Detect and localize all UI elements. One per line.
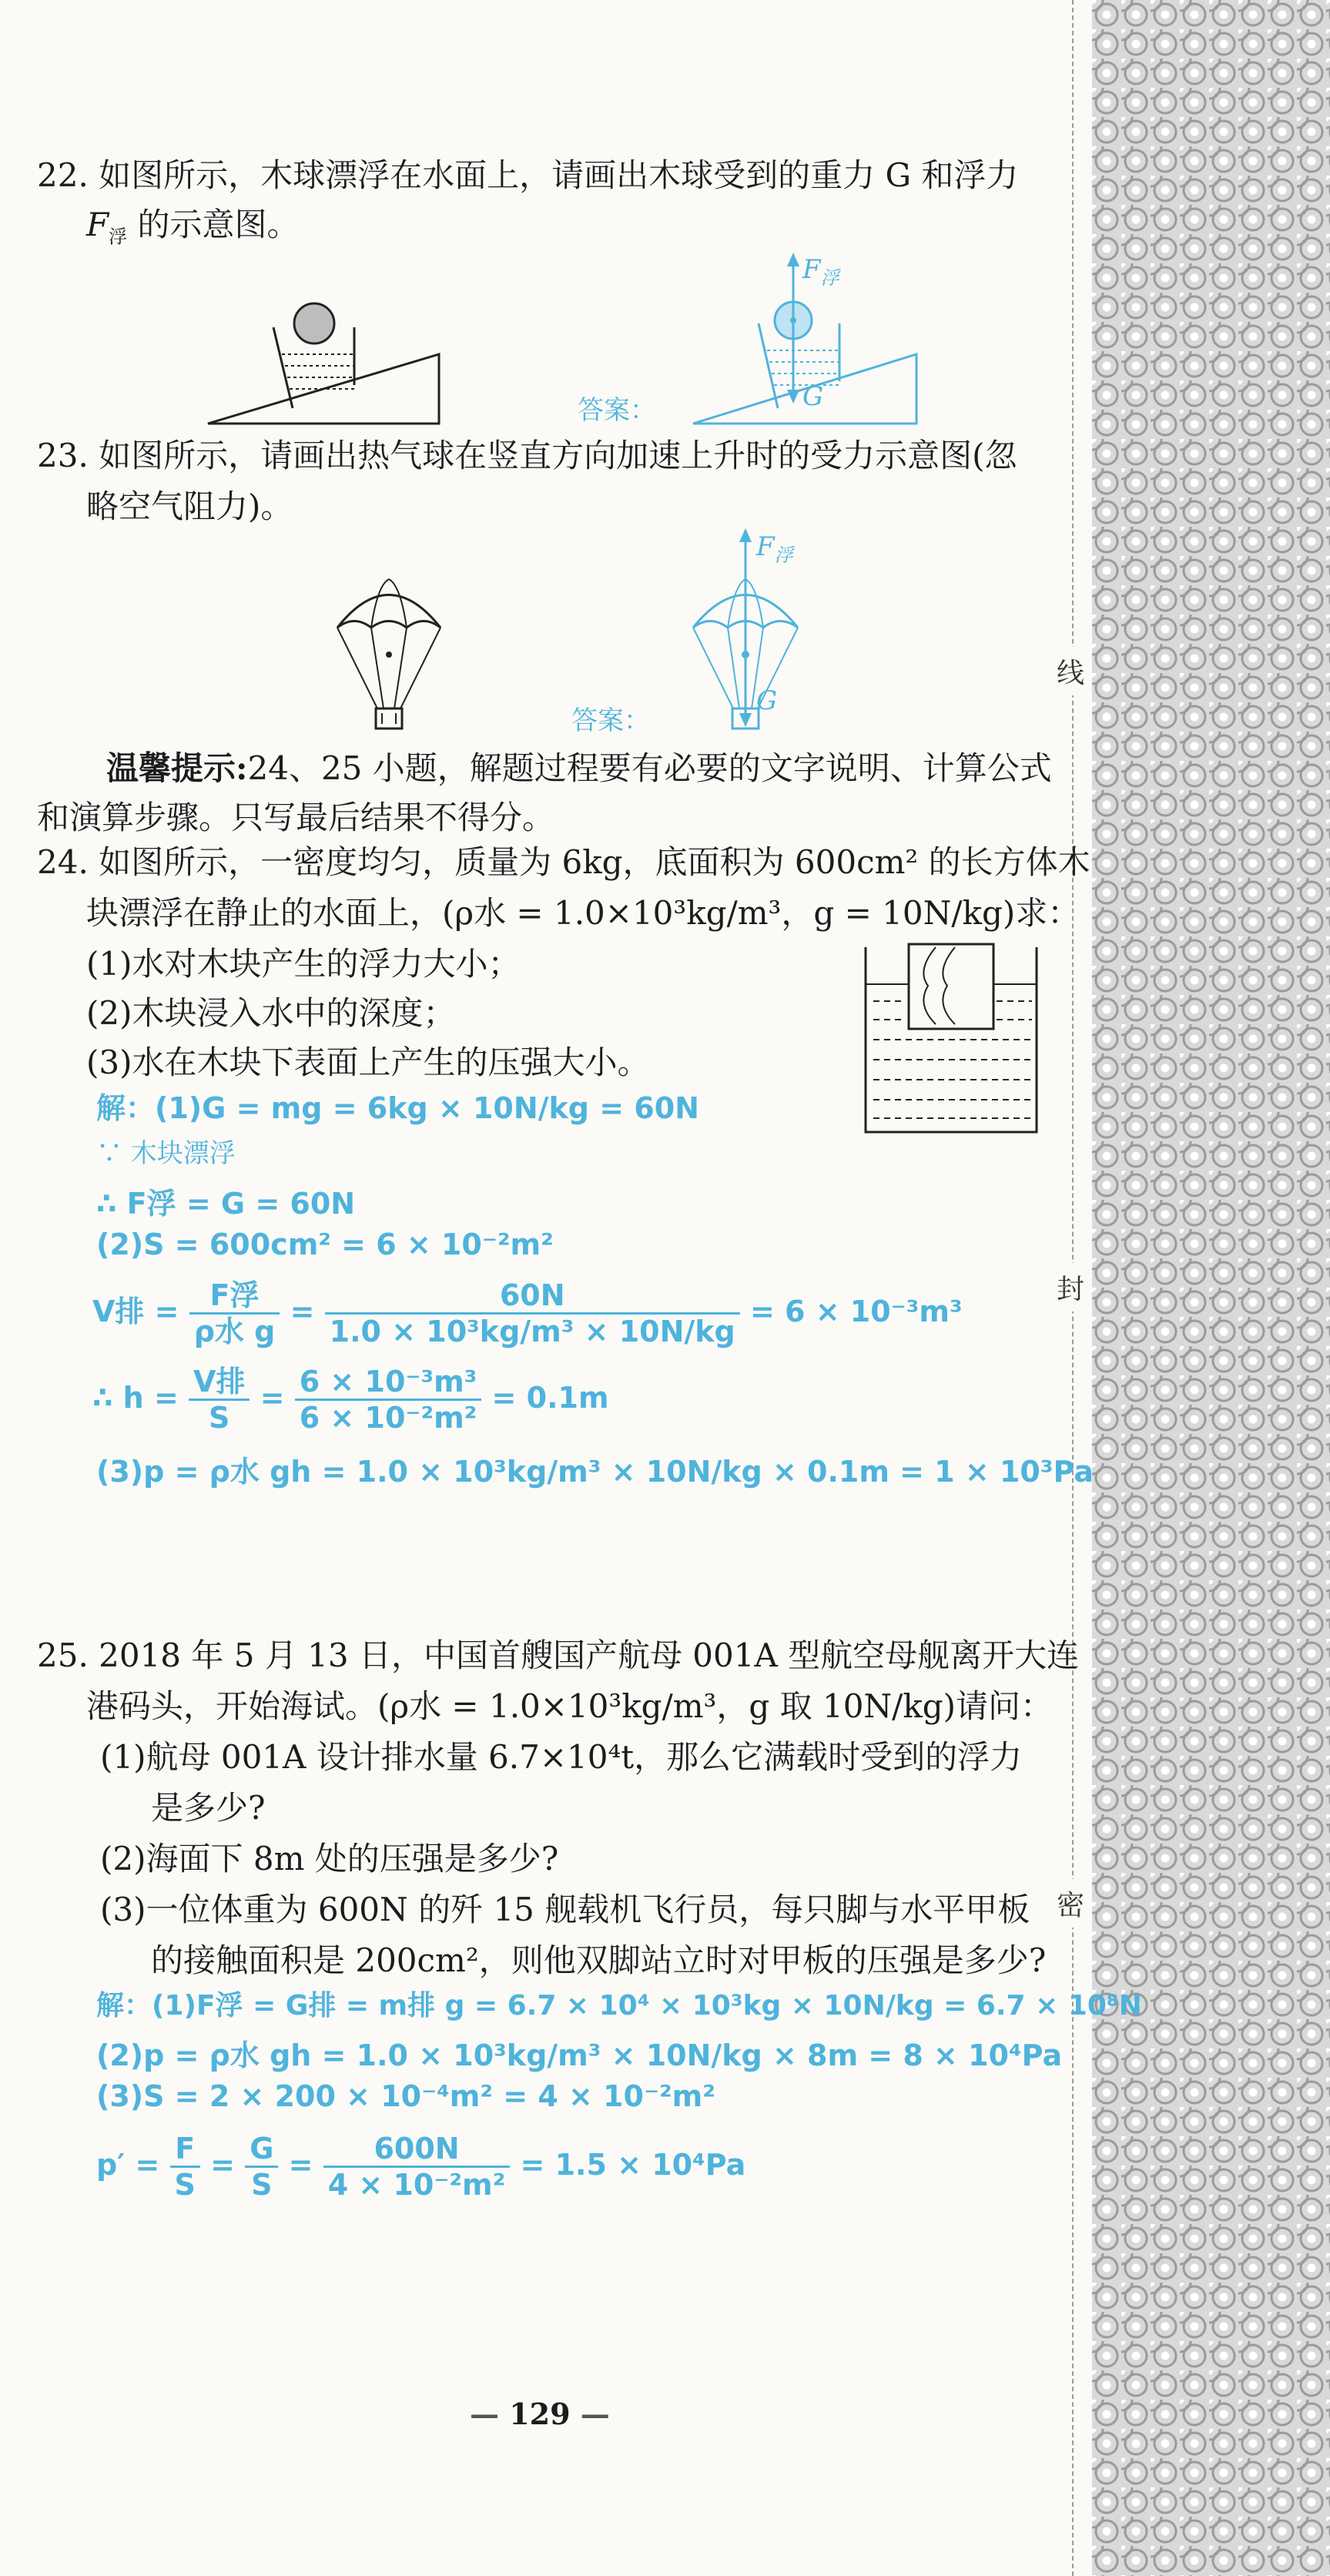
q22-var-F-sub: 浮 [109, 226, 128, 248]
q24-l5-eq: = [280, 1295, 325, 1328]
q22-line2-rest: 的示意图。 [127, 206, 300, 243]
q25-l4-f1n: F [175, 2132, 196, 2166]
q25-l4-res: = 1.5 × 10⁴Pa [510, 2148, 746, 2182]
q23-fig-G-label: G [756, 685, 778, 716]
q22-fig-F: F [802, 254, 821, 285]
q25-sub1a: (1)航母 001A 设计排水量 6.7×10⁴t，那么它满载时受到的浮力 [100, 1738, 1023, 1776]
q22-var-F: F [86, 206, 109, 243]
q25-sub3a: (3)一位体重为 600N 的歼 15 舰载机飞行员，每只脚与水平甲板 [100, 1891, 1030, 1928]
q24-l6-frac1 [189, 1365, 250, 1435]
q24-sol-l4: (2)S = 600cm² = 6 × 10⁻²m² [96, 1228, 554, 1261]
q24-l6-f1d: S [189, 1399, 250, 1435]
q24-l5-frac2 [325, 1278, 740, 1348]
q25-l4-f3n: 600N [374, 2132, 460, 2166]
q22-fig-F-sub: 浮 [820, 266, 839, 289]
q24-l6-eq: = [250, 1381, 295, 1415]
q24-figure [863, 940, 1040, 1140]
q25-l4-eq2: = [278, 2148, 323, 2182]
q25-sol-l2: (2)p = ρ水 gh = 1.0 × 10³kg/m³ × 10N/kg × 8m = 8 × 10⁴Pa [96, 2038, 1063, 2072]
q25-l4-frac3 [323, 2132, 511, 2202]
q25-line1: 25. 2018 年 5 月 13 日，中国首艘国产航母 001A 型航空母舰离开大连 [37, 1636, 1080, 1674]
page-number: 129 [509, 2397, 571, 2431]
q25-l4-frac1 [170, 2132, 200, 2202]
q23-line2: 略空气阻力)。 [86, 487, 293, 525]
q25-line2: 港码头，开始海试。(ρ水 = 1.0×10³kg/m³，g 取 10N/kg)请问： [86, 1687, 1054, 1725]
q23-fig-F-label [756, 531, 793, 567]
q24-l5-f2n: 60N [499, 1278, 565, 1312]
q25-l4-lhs: p′ = [96, 2148, 170, 2182]
q25-sol-l1: 解：(1)F浮 = G排 = m排 g = 6.7 × 10⁴ × 10³kg × 10N/kg = 6.7 × 10⁸N [96, 1990, 1142, 2022]
binding-char-feng: 封 [1057, 1263, 1084, 1311]
q22-figure-question [200, 293, 447, 431]
footer-dash-left: — [470, 2397, 510, 2431]
q22-answer-label: 答案： [578, 395, 656, 426]
q23-figure-answer [678, 524, 816, 739]
tip-line2: 和演算步骤。只写最后结果不得分。 [37, 799, 555, 836]
q25-sol-l3: (3)S = 2 × 200 × 10⁻⁴m² = 4 × 10⁻²m² [96, 2079, 715, 2113]
q24-l6-f2d: 6 × 10⁻²m² [295, 1399, 482, 1435]
q24-sol-l1: 解：(1)G = mg = 6kg × 10N/kg = 60N [96, 1091, 699, 1125]
q24-l5-lhs: V排 = [92, 1295, 189, 1328]
q24-l6-frac2 [295, 1365, 482, 1435]
q24-l5-frac1 [189, 1278, 280, 1348]
q24-sol-l6 [92, 1365, 609, 1435]
q23-fig-F-sub: 浮 [774, 544, 793, 566]
q23-figure-question [331, 570, 447, 739]
binding-char-mi: 密 [1057, 1879, 1084, 1928]
q25-l4-eq1: = [199, 2148, 246, 2182]
q25-sub2: (2)海面下 8m 处的压强是多少? [100, 1840, 559, 1878]
binding-char-xian: 线 [1057, 647, 1084, 695]
q22-line1: 22. 如图所示，木球漂浮在水面上，请画出木球受到的重力 G 和浮力 [37, 156, 1019, 194]
q25-l4-f3d: 4 × 10⁻²m² [323, 2166, 511, 2202]
q24-sol-l7: (3)p = ρ水 gh = 1.0 × 10³kg/m³ × 10N/kg × 0.1m = 1 × 10³Pa [96, 1455, 1094, 1489]
q24-l6-f1n: V排 [193, 1365, 246, 1399]
q24-sol-l2: ∵ 木块漂浮 [96, 1138, 236, 1169]
q24-l6-lhs: ∴ h = [92, 1381, 189, 1415]
q24-sol-l5 [92, 1278, 963, 1348]
tip-line1 [106, 745, 1052, 792]
q25-l4-f1d: S [170, 2166, 200, 2202]
tip-text1: 24、25 小题，解题过程要有必要的文字说明、计算公式 [247, 749, 1052, 787]
q24-sub1: (1)水对木块产生的浮力大小； [86, 945, 521, 983]
page-footer [470, 2397, 610, 2431]
q24-l5-f1d: ρ水 g [189, 1312, 280, 1348]
q24-sol-l3: ∴ F浮 = G = 60N [96, 1187, 356, 1221]
q22-line2 [86, 202, 300, 260]
binding-margin-pattern [1092, 0, 1330, 2576]
q23-answer-label: 答案： [571, 705, 650, 736]
q25-sub3b: 的接触面积是 200cm²，则他双脚站立时对甲板的压强是多少? [151, 1941, 1047, 1979]
q25-l4-f2n: G [250, 2132, 274, 2166]
footer-dash-right: — [570, 2397, 610, 2431]
q22-fig-F-label [802, 254, 839, 290]
q25-sol-l4 [96, 2132, 745, 2202]
q25-l4-frac2 [245, 2132, 278, 2202]
q24-l5-res: = 6 × 10⁻³m³ [739, 1295, 963, 1328]
q25-sub1b: 是多少? [151, 1789, 266, 1827]
q25-l4-f2d: S [245, 2166, 278, 2202]
q24-sub3: (3)水在木块下表面上产生的压强大小。 [86, 1043, 650, 1081]
q23-line1: 23. 如图所示，请画出热气球在竖直方向加速上升时的受力示意图(忽 [37, 437, 1017, 474]
q24-l5-f1n: F浮 [209, 1278, 260, 1312]
q24-l5-f2d: 1.0 × 10³kg/m³ × 10N/kg [325, 1312, 740, 1348]
q24-sub2: (2)木块浸入水中的深度； [86, 994, 456, 1032]
q24-line1: 24. 如图所示，一密度均匀，质量为 6kg，底面积为 600cm² 的长方体木 [37, 843, 1090, 881]
q24-line2: 块漂浮在静止的水面上，(ρ水 = 1.0×10³kg/m³，g = 10N/kg)求： [86, 894, 1080, 932]
q24-l6-f2n: 6 × 10⁻³m³ [299, 1365, 477, 1399]
q23-fig-F: F [756, 531, 775, 562]
q22-fig-G-label: G [802, 381, 824, 412]
q24-l6-res: = 0.1m [481, 1381, 609, 1415]
tip-label: 温馨提示: [106, 749, 248, 787]
